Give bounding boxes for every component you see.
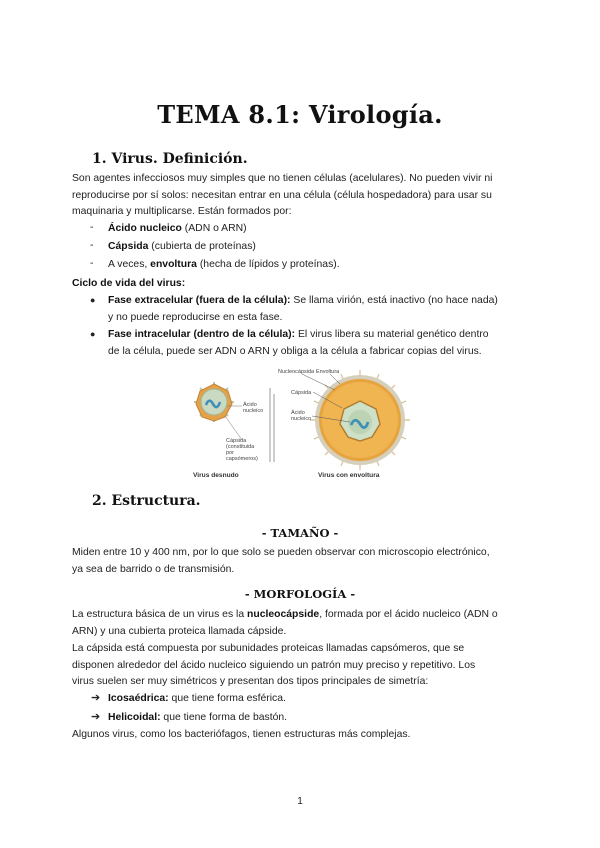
label-capsida-right: Cápsida	[291, 390, 312, 396]
morphology-paragraph: La cápsida está compuesta por subunidades proteicas llamadas capsómeros, que se	[72, 643, 465, 654]
list-item-continuation: de la célula, puede ser ADN o ARN y obliga a la célula a fabricar copias del virus.	[108, 345, 482, 357]
label-acido-right: Ácido	[291, 410, 305, 416]
section2-heading: 2. Estructura.	[92, 493, 201, 509]
enveloped-virus-diagram	[278, 369, 410, 479]
list-item: A veces, envoltura (hecha de lípidos y proteínas).	[108, 259, 340, 270]
round-bullet: ●	[90, 329, 96, 339]
dash-bullet: -	[90, 258, 94, 269]
caption-naked-virus: Virus desnudo	[193, 472, 239, 479]
arrow-bullet-icon: ➔	[91, 692, 101, 704]
list-item: Fase intracelular (dentro de la célula): El virus libera su material genético dentro	[108, 329, 489, 340]
morphology-paragraph: La estructura básica de un virus es la nucleocápside, formada por el ácido nucleico (ADN o	[72, 609, 498, 620]
morphology-paragraph: virus suelen ser muy simétricos y presentan dos tipos principales de simetría:	[72, 676, 429, 687]
label-capsida: (constituida	[226, 444, 255, 450]
intro-line: reproducirse por sí solos: necesitan entrar en una célula (célula hospedadora) para usar su	[72, 189, 492, 201]
morphology-paragraph: disponen alrededor del ácido nucleico siguiendo un patrón muy preciso y repetitivo. Los	[72, 659, 476, 671]
label-capsida: capsómeros)	[226, 456, 258, 462]
size-line: Miden entre 10 y 400 nm, por lo que solo se pueden observar con microscopio electrónico,	[72, 547, 490, 558]
arrow-bullet-icon: ➔	[91, 711, 101, 723]
virus-illustration	[190, 364, 410, 484]
label-nucleico-right: nucleico	[291, 416, 312, 422]
label-capsida: Cápsida	[226, 438, 247, 444]
naked-virus-diagram	[193, 382, 263, 479]
intro-line: maquinaria y multiplicarse. Están formados por:	[72, 206, 292, 217]
caption-enveloped-virus: Virus con envoltura	[318, 472, 380, 479]
list-item: Cápsida (cubierta de proteínas)	[108, 241, 256, 252]
label-capsida: por	[226, 450, 234, 456]
page-title: TEMA 8.1: Virología.	[157, 100, 443, 129]
label-nucleocapsida: Nucleocápsida	[278, 369, 315, 375]
size-line: ya sea de barrido o de transmisión.	[72, 563, 235, 575]
label-acido: Ácido	[243, 402, 257, 408]
cycle-heading: Ciclo de vida del virus:	[72, 278, 186, 289]
morphology-heading: - MORFOLOGÍA -	[244, 587, 356, 601]
closing-line: Algunos virus, como los bacteriófagos, tienen estructuras más complejas.	[72, 729, 411, 740]
intro-line: Son agentes infecciosos muy simples que no tienen células (acelulares). No pueden vivir ni	[72, 173, 493, 184]
size-heading: - TAMAÑO -	[261, 526, 339, 540]
list-item: Fase extracelular (fuera de la célula): Se llama virión, está inactivo (no hace nada)	[108, 295, 498, 306]
list-item: Helicoidal: que tiene forma de bastón.	[108, 712, 288, 723]
label-envoltura: Envoltura	[316, 369, 340, 375]
section1-heading: 1. Virus. Definición.	[92, 151, 248, 167]
list-item-continuation: y no puede reproducirse en esta fase.	[108, 311, 283, 323]
list-item: Icosaédrica: que tiene forma esférica.	[108, 693, 286, 704]
label-nucleico: nucleico	[243, 408, 264, 414]
list-item: Ácido nucleico (ADN o ARN)	[108, 223, 247, 234]
page-number: 1	[297, 796, 303, 807]
morphology-paragraph: ARN) y una cubierta proteica llamada cápside.	[72, 625, 287, 637]
dash-bullet: -	[90, 240, 94, 251]
round-bullet: ●	[90, 295, 96, 305]
dash-bullet: -	[90, 222, 94, 233]
